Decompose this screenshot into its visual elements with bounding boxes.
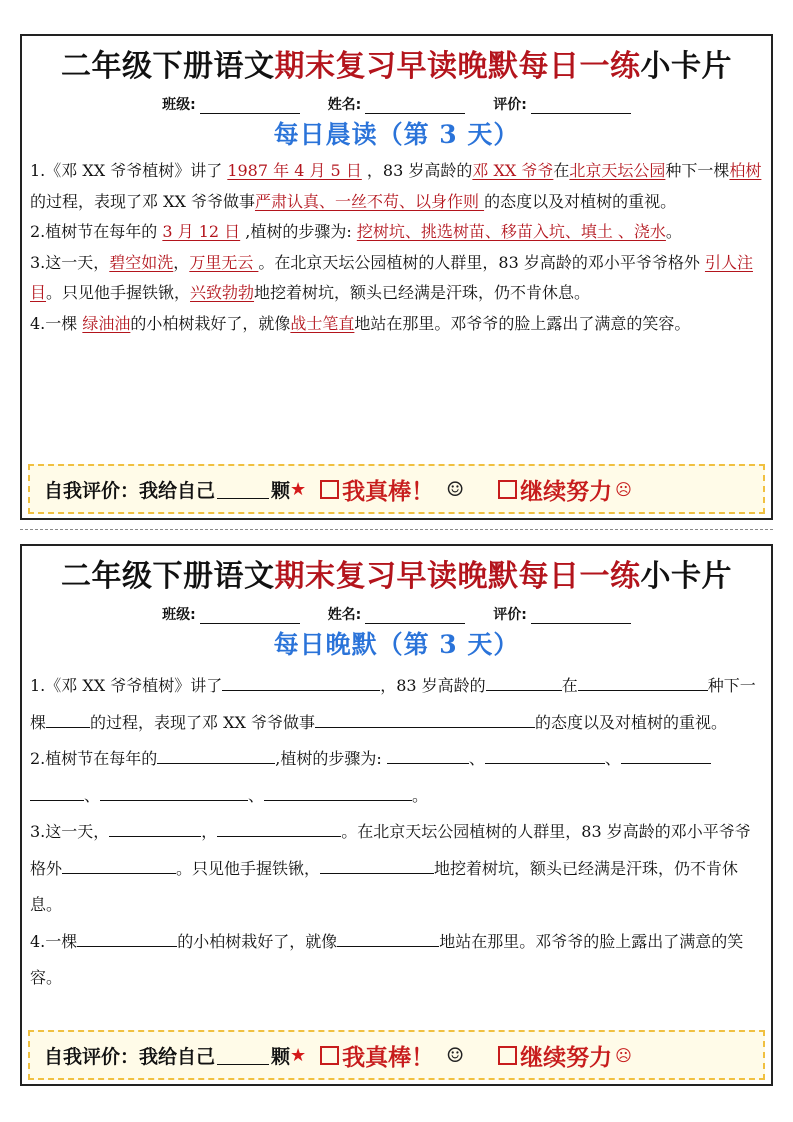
rating-label: 评价: [493,97,527,113]
dictation-text [22,668,771,997]
self-evaluation-bar [28,464,765,514]
name-line[interactable] [365,607,465,624]
text: 地站在那里。邓爷爷的脸上露出了满意的笑容。 [30,931,744,987]
evening-dictation-card [20,544,773,1086]
rating-field[interactable] [493,94,631,114]
paragraph-4 [30,924,763,997]
unit-label: 颗 [271,1045,291,1068]
text: ,植树的步骤为: [275,749,387,768]
option-great-label: 我真棒！ [342,478,435,505]
text: 种下一棵 [665,161,730,180]
option-great-label: 我真棒！ [342,1044,435,1071]
paragraph-4 [30,309,763,340]
morning-reading-card [20,34,773,520]
text: 3.这一天， [30,252,110,272]
answer: 北京天坛公园 [569,161,666,180]
fill-blank[interactable] [222,676,380,691]
paragraph-2 [30,217,763,248]
fill-blank[interactable] [621,749,711,764]
text: 的态度以及对植树的重视。 [534,712,727,732]
name-line[interactable] [365,97,465,114]
star-icon: ★ [290,1044,307,1066]
answer: 邓 XX 爷爷 [472,161,554,180]
text: 1.《邓 XX 爷爷植树》讲了 [30,161,228,180]
text: 2.植树节在每年的 [30,749,158,768]
text: 1.《邓 XX 爷爷植树》讲了 [30,676,223,695]
title-part-red: 期末复习早读晚默每日一练 [274,49,641,84]
text: 2.植树节在每年的 [30,222,163,241]
answer: 严肃认真、一丝不苟、以身作则 [254,191,485,211]
text: 。只见他手握铁锹， [176,858,321,878]
text: 3.这一天， [30,822,110,841]
title-part-1: 二年级下册语文 [61,559,275,594]
frown-icon: ☹ [615,1045,632,1065]
text: 。 [665,222,682,241]
fill-blank[interactable] [62,859,176,874]
cut-line-divider [20,529,773,530]
unit-label: 颗 [271,479,291,502]
text: 的过程，表现了邓 XX 爷爷做事 [30,191,255,211]
name-field[interactable] [328,94,466,114]
option-great[interactable] [320,1039,434,1072]
text: 。只见他手握铁锹， [46,283,191,302]
text: 地站在那里。邓爷爷的脸上露出了满意的笑容。 [354,313,691,333]
answer: 碧空如洗 [109,252,174,272]
text: 4.一棵 [30,313,83,333]
option-keep-trying[interactable] [498,473,632,506]
paragraph-2 [30,741,763,814]
rating-label: 评价: [493,607,527,623]
self-evaluation-bar [28,1030,765,1080]
answer: 绿油油 [82,313,131,333]
separator: 、 [84,785,101,805]
star-icon: ★ [290,478,307,500]
smiley-icon: ☺ [446,477,465,501]
answer: 3 月 12 日 [162,222,241,241]
text: 地挖着树坑，额头已经满是汗珠，仍不肯休息。 [254,283,591,302]
fill-blank[interactable] [46,713,90,728]
answer: 万里无云 [189,252,259,272]
class-field[interactable] [162,604,300,624]
text: 种下一棵 [30,676,756,732]
option-keep-trying-label: 继续努力 [520,478,613,505]
name-label: 姓名: [327,607,362,623]
title-part-red: 期末复习早读晚默每日一练 [274,559,641,594]
text: ,植树的步骤为: [240,222,357,241]
text: ， [173,252,190,272]
fill-blank[interactable] [387,749,469,764]
answer: 柏树 [729,161,762,180]
separator: 、 [604,749,621,768]
text: 的过程，表现了邓 XX 爷爷做事 [90,712,315,732]
self-eval-label: 自我评价：我给自己 [44,1045,216,1068]
title-part-2: 小卡片 [640,559,732,594]
name-field[interactable] [328,604,466,624]
fill-blank[interactable] [578,676,708,691]
text: ，83 岁高龄的 [361,161,473,180]
student-info-fields [22,602,771,624]
fill-blank[interactable] [337,932,439,947]
card-title [22,48,771,86]
fill-blank[interactable] [485,749,605,764]
class-field[interactable] [162,94,300,114]
title-part-2: 小卡片 [640,49,732,84]
text: 地挖着树坑，额头已经满是汗珠，仍不肯休息。 [30,858,739,914]
checkbox-great[interactable] [320,480,339,499]
fill-blank[interactable] [157,749,275,764]
smiley-icon: ☺ [446,1043,465,1067]
name-label: 姓名: [327,97,362,113]
card-subtitle: 每日晚默（第 3 天） [273,630,520,659]
fill-blank[interactable] [315,713,535,728]
text: 的小柏树栽好了，就像 [177,931,338,951]
answer: 战士笔直 [290,313,355,333]
reading-text [22,156,771,339]
text: 的态度以及对植树的重视。 [484,191,677,211]
card-title [22,558,771,596]
fill-blank[interactable] [486,676,562,691]
checkbox-keep-trying[interactable] [498,1046,517,1065]
text: ，83 岁高龄的 [380,676,486,695]
text: 在 [553,161,570,180]
self-eval-label: 自我评价：我给自己 [44,479,216,502]
paragraph-1 [30,156,763,217]
option-keep-trying[interactable] [498,1039,632,1072]
separator: 、 [248,785,265,805]
class-line[interactable] [200,97,300,114]
paragraph-3 [30,248,763,309]
separator: 、 [468,749,485,768]
text: ， [201,822,218,841]
card-subtitle: 每日晨读（第 3 天） [273,120,520,149]
student-info-fields [22,92,771,114]
fill-blank[interactable] [77,932,177,947]
fill-blank[interactable] [217,822,341,837]
paragraph-1 [30,668,763,741]
fill-blank[interactable] [100,786,248,801]
rating-field[interactable] [493,604,631,624]
checkbox-keep-trying[interactable] [498,480,517,499]
text: 在 [561,676,578,695]
checkbox-great[interactable] [320,1046,339,1065]
fill-blank[interactable] [320,859,434,874]
frown-icon: ☹ [615,479,632,499]
answer: 兴致勃勃 [190,283,255,302]
fill-blank[interactable] [109,822,201,837]
paragraph-3 [30,814,763,924]
answer: 1987 年 4 月 5 日 [227,161,362,180]
star-count-blank[interactable] [217,1046,269,1065]
rating-line[interactable] [531,97,631,114]
text: 。在北京天坛公园植树的人群里，83 岁高龄的邓小平爷爷格外 [30,822,751,878]
text: 的小柏树栽好了，就像 [130,313,291,333]
class-label: 班级: [162,607,196,623]
fill-blank[interactable] [264,786,412,801]
text: 。 [412,785,429,805]
answer: 引人注目 [30,252,753,302]
fill-blank[interactable] [30,786,84,801]
star-count-blank[interactable] [217,480,269,499]
title-part-1: 二年级下册语文 [61,49,275,84]
class-line[interactable] [200,607,300,624]
rating-line[interactable] [531,607,631,624]
text: 4.一棵 [30,931,78,951]
answer: 挖树坑、挑选树苗、移苗入坑、填土 、浇水 [356,222,666,241]
option-keep-trying-label: 继续努力 [520,1044,613,1071]
class-label: 班级: [162,97,196,113]
text: 。在北京天坛公园植树的人群里，83 岁高龄的邓小平爷爷格外 [258,252,705,272]
option-great[interactable] [320,473,434,506]
